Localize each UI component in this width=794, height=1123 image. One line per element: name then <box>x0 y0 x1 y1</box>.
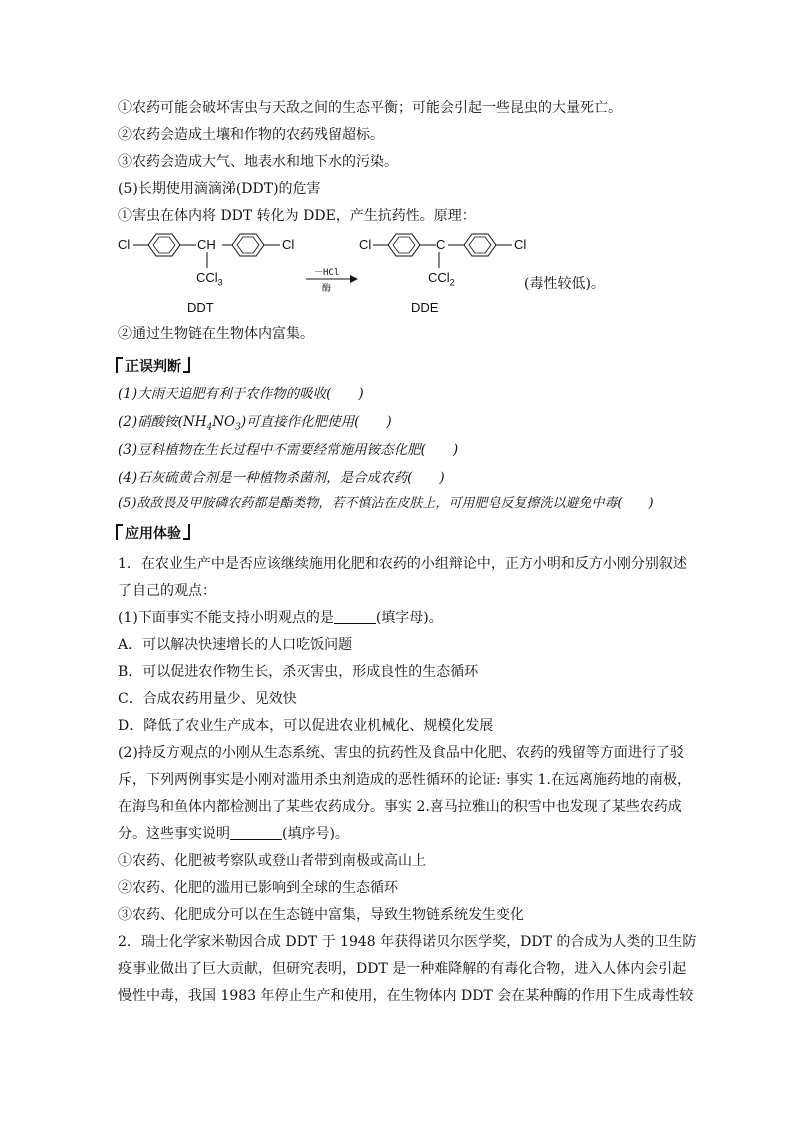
question-1-sub-2-line-1: (2)持反方观点的小刚从生态系统、害虫的抗药性及食品中化肥、农药的残留等方面进行了驳 <box>118 745 684 761</box>
dde-c: C <box>436 237 446 252</box>
bracket-left-icon <box>116 524 123 540</box>
judge-heading: 正误判断 <box>116 357 190 376</box>
question-1-sub-2-line-3: 在海鸟和鱼体内都检测出了某些农药成分。事实 2.喜马拉雅山的积雪中也发现了某些农药成 <box>118 799 682 815</box>
benzene-inner-ring <box>393 237 415 253</box>
dde-ccl2: CCl$_2$ <box>428 270 455 288</box>
option-b: B．可以促进农作物生长，杀灭害虫，形成良性的生态循环 <box>118 664 479 680</box>
harm-point-1: ①农药可能会破坏害虫与天敌之间的生态平衡；可能会引起一些昆虫的大量死亡。 <box>118 100 622 116</box>
judge-item-2: (2)硝酸铵$(NH_4NO_3)$可直接作化肥使用( ) <box>118 414 392 433</box>
judge-item-1: (1)大雨天追肥有利于农作物的吸收( ) <box>118 386 364 402</box>
question-1-line-1: 1．在农业生产中是否应该继续施用化肥和农药的小组辩论中，正方小明和反方小刚分别叙述 <box>118 556 687 572</box>
bracket-right-icon <box>183 524 190 540</box>
question-1-sub-1: (1)下面事实不能支持小明观点的是 (填字母)。 <box>118 610 443 626</box>
bracket-left-icon <box>116 357 123 373</box>
answer-blank[interactable] <box>334 609 376 624</box>
question-1-sub-2-line-4: 分。这些事实说明 (填序号)。 <box>118 826 349 842</box>
arrow-condition-bottom: 酶 <box>322 283 332 293</box>
arrow-condition-top: －HCl <box>314 268 340 278</box>
question-2-line-1: 2．瑞士化学家米勒因合成 DDT 于 1948 年获得诺贝尔医学奖，DDT 的合成为人类的卫生防 <box>118 934 697 950</box>
ddt-cl-right: Cl <box>282 237 295 252</box>
option-c: C．合成农药用量少、见效快 <box>118 691 297 707</box>
ddt-reaction-diagram <box>0 0 794 330</box>
option-d: D．降低了农业生产成本，可以促进农业机械化、规模化发展 <box>118 718 494 734</box>
ddt-principle-line: ①害虫在体内将 DDT 转化为 DDE，产生抗药性。原理： <box>118 208 476 224</box>
dde-cl-right: Cl <box>514 237 527 252</box>
ddt-ch: CH <box>197 237 216 252</box>
ddt-section-heading: (5)长期使用滴滴涕(DDT)的危害 <box>118 181 321 197</box>
harm-point-2: ②农药会造成土壤和作物的农药残留超标。 <box>118 127 384 143</box>
question-2-line-2: 疫事业做出了巨大贡献，但研究表明，DDT 是一种难降解的有毒化合物，进入人体内会引起 <box>118 961 687 977</box>
judge-item-5: (5)敌敌畏及甲胺磷农药都是酯类物，若不慎沾在皮肤上，可用肥皂反复擦洗以避免中毒( ) <box>118 496 654 511</box>
statement-2: ②农药、化肥的滥用已影响到全球的生态循环 <box>118 880 398 896</box>
statement-1: ①农药、化肥被考察队或登山者带到南极或高山上 <box>118 853 426 869</box>
question-1-line-2: 了自己的观点： <box>118 583 216 599</box>
option-a: A．可以解决快速增长的人口吃饭问题 <box>118 637 353 653</box>
benzene-inner-ring <box>237 237 259 253</box>
apply-heading: 应用体验 <box>116 524 190 543</box>
arrow-head-icon <box>350 275 358 283</box>
toxicity-note: (毒性较低)。 <box>524 276 605 292</box>
answer-blank[interactable] <box>230 825 282 840</box>
ddt-cl-left: Cl <box>118 237 131 252</box>
benzene-inner-ring <box>469 237 491 253</box>
question-1-sub-2-line-2: 斥，下列两例事实是小刚对滥用杀虫剂造成的恶性循环的论证: 事实 1.在远离施药地的南极， <box>118 772 691 788</box>
benzene-inner-ring <box>153 237 175 253</box>
ddt-label: DDT <box>187 300 214 315</box>
harm-point-3: ③农药会造成大气、地表水和地下水的污染。 <box>118 154 398 170</box>
bioaccumulation-line: ②通过生物链在生物体内富集。 <box>118 326 314 342</box>
dde-label: DDE <box>411 300 439 315</box>
question-2-line-3: 慢性中毒，我国 1983 年停止生产和使用，在生物体内 DDT 会在某种酶的作用下生成毒性较 <box>118 988 694 1004</box>
ddt-ccl3: CCl$_3$ <box>196 270 223 288</box>
bracket-right-icon <box>183 357 190 373</box>
statement-3: ③农药、化肥成分可以在生态链中富集，导致生物链系统发生变化 <box>118 907 524 923</box>
dde-cl-left: Cl <box>359 237 372 252</box>
judge-item-4: (4)石灰硫黄合剂是一种植物杀菌剂，是合成农药( ) <box>118 470 445 486</box>
judge-item-3: (3)豆科植物在生长过程中不需要经常施用铵态化肥( ) <box>118 442 459 458</box>
